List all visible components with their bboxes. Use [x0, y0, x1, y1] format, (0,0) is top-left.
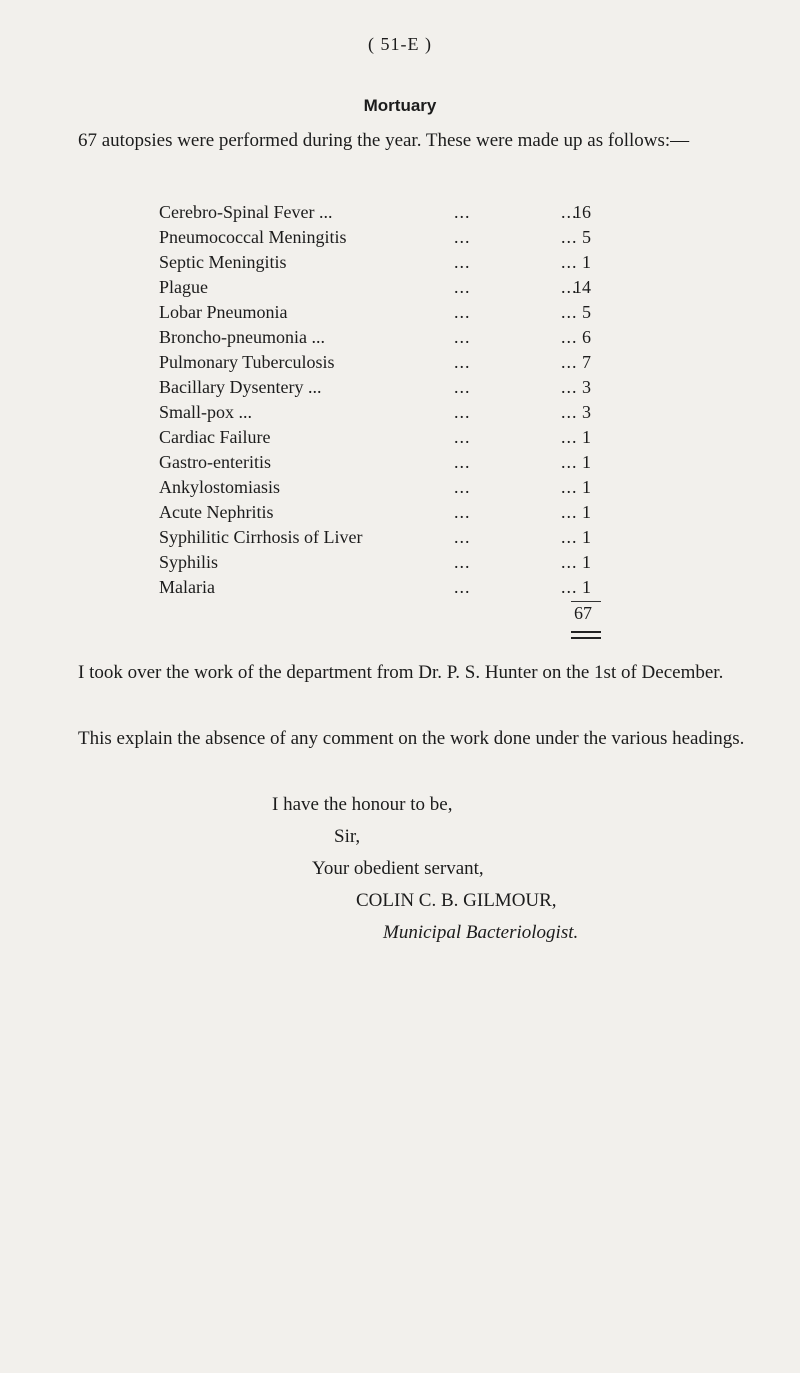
- leader-dots: ...: [454, 277, 471, 297]
- cause-label: Plague: [159, 277, 208, 297]
- leader-dots: ...: [454, 252, 471, 272]
- cause-count: 1: [582, 427, 591, 447]
- cause-label: Malaria: [159, 577, 215, 597]
- leader-dots: ...: [454, 452, 471, 472]
- table-row: [159, 400, 619, 425]
- leader-dots: ...: [561, 402, 578, 422]
- table-row: [159, 325, 619, 350]
- cause-label: Gastro-enteritis: [159, 452, 271, 472]
- leader-dots: ...: [454, 202, 471, 222]
- cause-count: 6: [582, 327, 591, 347]
- cause-count: 5: [582, 302, 591, 322]
- page-number: ( 51-E ): [368, 34, 432, 54]
- table-row: [159, 225, 619, 250]
- leader-dots: ...: [561, 377, 578, 397]
- paragraph-explain: This explain the absence of any comment on the work done under the various headings.: [78, 728, 745, 749]
- cause-label: Small-pox ...: [159, 402, 252, 422]
- intro-paragraph: 67 autopsies were performed during the year. These were made up as follows:—: [78, 130, 690, 151]
- signatory-title: Municipal Bacteriologist.: [383, 922, 579, 943]
- cause-count: 7: [582, 352, 591, 372]
- leader-dots: ...: [561, 502, 578, 522]
- cause-label: Syphilitic Cirrhosis of Liver: [159, 527, 363, 547]
- cause-label: Pneumococcal Meningitis: [159, 227, 347, 247]
- cause-count: 1: [582, 252, 591, 272]
- leader-dots: ...: [454, 502, 471, 522]
- table-row: [159, 425, 619, 450]
- cause-label: Acute Nephritis: [159, 502, 274, 522]
- table-row: [159, 250, 619, 275]
- cause-count: 5: [582, 227, 591, 247]
- leader-dots: ...: [454, 352, 471, 372]
- leader-dots: ...: [561, 277, 578, 297]
- cause-label: Bacillary Dysentery ...: [159, 377, 322, 397]
- leader-dots: ...: [454, 577, 471, 597]
- cause-count: 1: [582, 502, 591, 522]
- leader-dots: ...: [561, 252, 578, 272]
- leader-dots: ...: [561, 577, 578, 597]
- cause-count: 3: [582, 377, 591, 397]
- cause-count: 16: [573, 202, 591, 222]
- leader-dots: ...: [561, 327, 578, 347]
- table-row: [159, 475, 619, 500]
- cause-label: Ankylostomiasis: [159, 477, 281, 497]
- table-row: [159, 500, 619, 525]
- cause-label: Cardiac Failure: [159, 427, 271, 447]
- table-row: [159, 375, 619, 400]
- table-row: [159, 300, 619, 325]
- leader-dots: ...: [561, 302, 578, 322]
- total-rule: [571, 601, 601, 602]
- cause-count: 1: [582, 452, 591, 472]
- closing-line-3: Your obedient servant,: [312, 858, 484, 879]
- cause-count: 3: [582, 402, 591, 422]
- leader-dots: ...: [561, 477, 578, 497]
- leader-dots: ...: [454, 302, 471, 322]
- leader-dots: ...: [454, 552, 471, 572]
- cause-label: Broncho-pneumonia ...: [159, 327, 325, 347]
- cause-count: 1: [582, 477, 591, 497]
- table-row: [159, 200, 619, 225]
- leader-dots: ...: [561, 552, 578, 572]
- cause-count: 1: [582, 577, 591, 597]
- leader-dots: ...: [454, 427, 471, 447]
- leader-dots: ...: [454, 402, 471, 422]
- paragraph-takeover: I took over the work of the department from Dr. P. S. Hunter on the 1st of December.: [78, 662, 724, 683]
- cause-label: Cerebro-Spinal Fever ...: [159, 202, 333, 222]
- leader-dots: ...: [454, 477, 471, 497]
- signatory-name: COLIN C. B. GILMOUR,: [356, 890, 557, 911]
- leader-dots: ...: [454, 527, 471, 547]
- leader-dots: ...: [454, 227, 471, 247]
- cause-label: Pulmonary Tuberculosis: [159, 352, 335, 372]
- autopsy-table: [159, 200, 619, 600]
- leader-dots: ...: [561, 452, 578, 472]
- table-row: [159, 450, 619, 475]
- leader-dots: ...: [454, 327, 471, 347]
- total-count: 67: [574, 603, 592, 623]
- total-double-rule: [571, 631, 601, 639]
- cause-count: 1: [582, 552, 591, 572]
- leader-dots: ...: [454, 377, 471, 397]
- cause-count: 14: [573, 277, 591, 297]
- cause-label: Septic Meningitis: [159, 252, 287, 272]
- table-row: [159, 350, 619, 375]
- table-row: [159, 275, 619, 300]
- leader-dots: ...: [561, 352, 578, 372]
- table-row: [159, 525, 619, 550]
- cause-count: 1: [582, 527, 591, 547]
- cause-label: Lobar Pneumonia: [159, 302, 288, 322]
- leader-dots: ...: [561, 527, 578, 547]
- leader-dots: ...: [561, 427, 578, 447]
- table-row: [159, 575, 619, 600]
- leader-dots: ...: [561, 227, 578, 247]
- section-heading: Mortuary: [363, 96, 437, 115]
- table-row: [159, 550, 619, 575]
- closing-line-2: Sir,: [334, 826, 361, 847]
- closing-line-1: I have the honour to be,: [272, 794, 453, 815]
- cause-label: Syphilis: [159, 552, 219, 572]
- leader-dots: ...: [561, 202, 578, 222]
